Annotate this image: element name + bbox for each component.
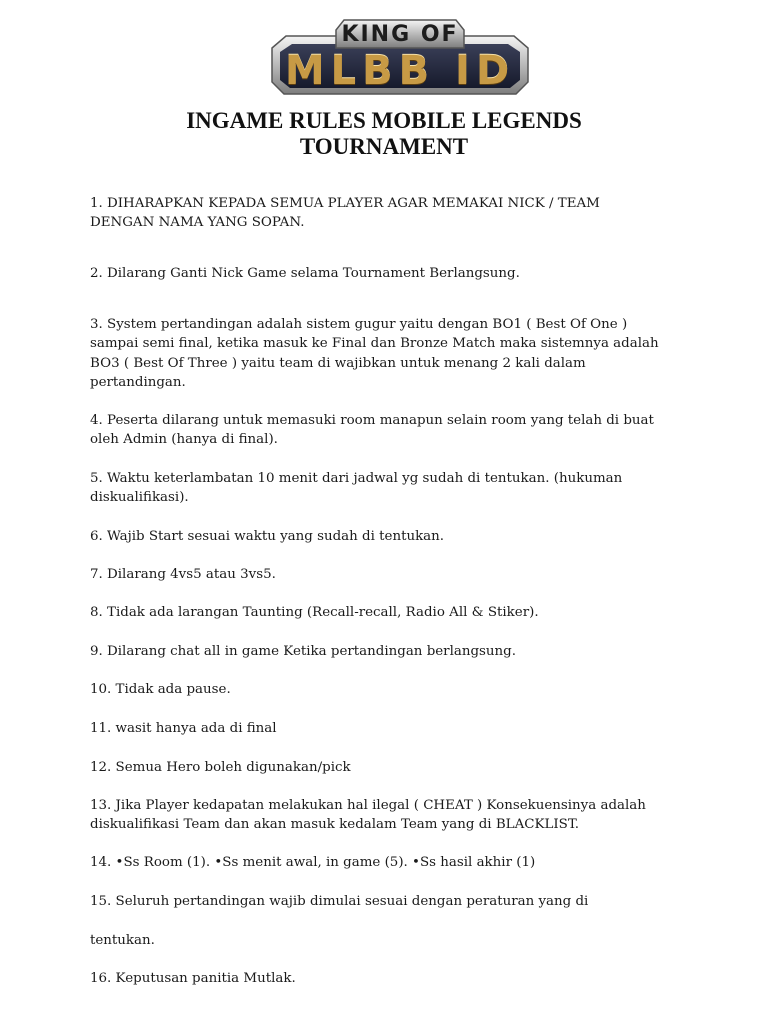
rule-item: 5. Waktu keterlambatan 10 menit dari jadwal yg sudah di tentukan. (hukuman diskualifikasi).	[90, 471, 623, 506]
rule-item: 14. •Ss Room (1). •Ss menit awal, in game (5). •Ss hasil akhir (1)	[90, 855, 536, 870]
rule-item: 15. Seluruh pertandingan wajib dimulai sesuai dengan peraturan yang di	[90, 894, 589, 909]
page-title	[84, 108, 684, 160]
rule-item: 16. Keputusan panitia Mutlak.	[90, 971, 296, 986]
rule-item: 12. Semua Hero boleh digunakan/pick	[90, 760, 351, 775]
logo-main-text: MLBB ID	[284, 48, 516, 94]
rule-item: 10. Tidak ada pause.	[90, 682, 231, 697]
rule-item: 6. Wajib Start sesuai waktu yang sudah di tentukan.	[90, 529, 445, 544]
rule-item: 2. Dilarang Ganti Nick Game selama Tournament Berlangsung.	[90, 266, 520, 281]
title-line-1: INGAME RULES MOBILE LEGENDS	[186, 108, 582, 133]
rule-item: 9. Dilarang chat all in game Ketika pertandingan berlangsung.	[90, 644, 516, 659]
rule-item: 8. Tidak ada larangan Taunting (Recall-recall, Radio All & Stiker).	[90, 605, 539, 620]
king-of-mlbb-id-logo	[266, 18, 534, 98]
rule-item: 11. wasit hanya ada di final	[90, 721, 277, 736]
rule-item: 13. Jika Player kedapatan melakukan hal ilegal ( CHEAT ) Konsekuensinya adalah diskualifikasi Team dan akan masuk kedalam Team yang di BLACKLIST.	[90, 798, 646, 833]
title-line-2: TOURNAMENT	[299, 134, 469, 159]
rule-item: 3. System pertandingan adalah sistem gugur yaitu dengan BO1 ( Best Of One ) sampai semi final, ketika masuk ke Final dan Bronze Match maka sistemnya adalah BO3 ( Best Of Three ) yaitu team di wajibkan untuk menang 2 kali dalam pertandingan.	[90, 317, 659, 391]
rule-item: 1. DIHARAPKAN KEPADA SEMUA PLAYER AGAR MEMAKAI NICK / TEAM DENGAN NAMA YANG SOPAN.	[90, 196, 600, 231]
rule-item-continuation: tentukan.	[90, 933, 155, 948]
rule-item: 4. Peserta dilarang untuk memasuki room manapun selain room yang telah di buat oleh Admin (hanya di final).	[90, 413, 654, 448]
logo-top-text: KING OF	[341, 22, 459, 47]
rule-item: 7. Dilarang 4vs5 atau 3vs5.	[90, 567, 276, 582]
